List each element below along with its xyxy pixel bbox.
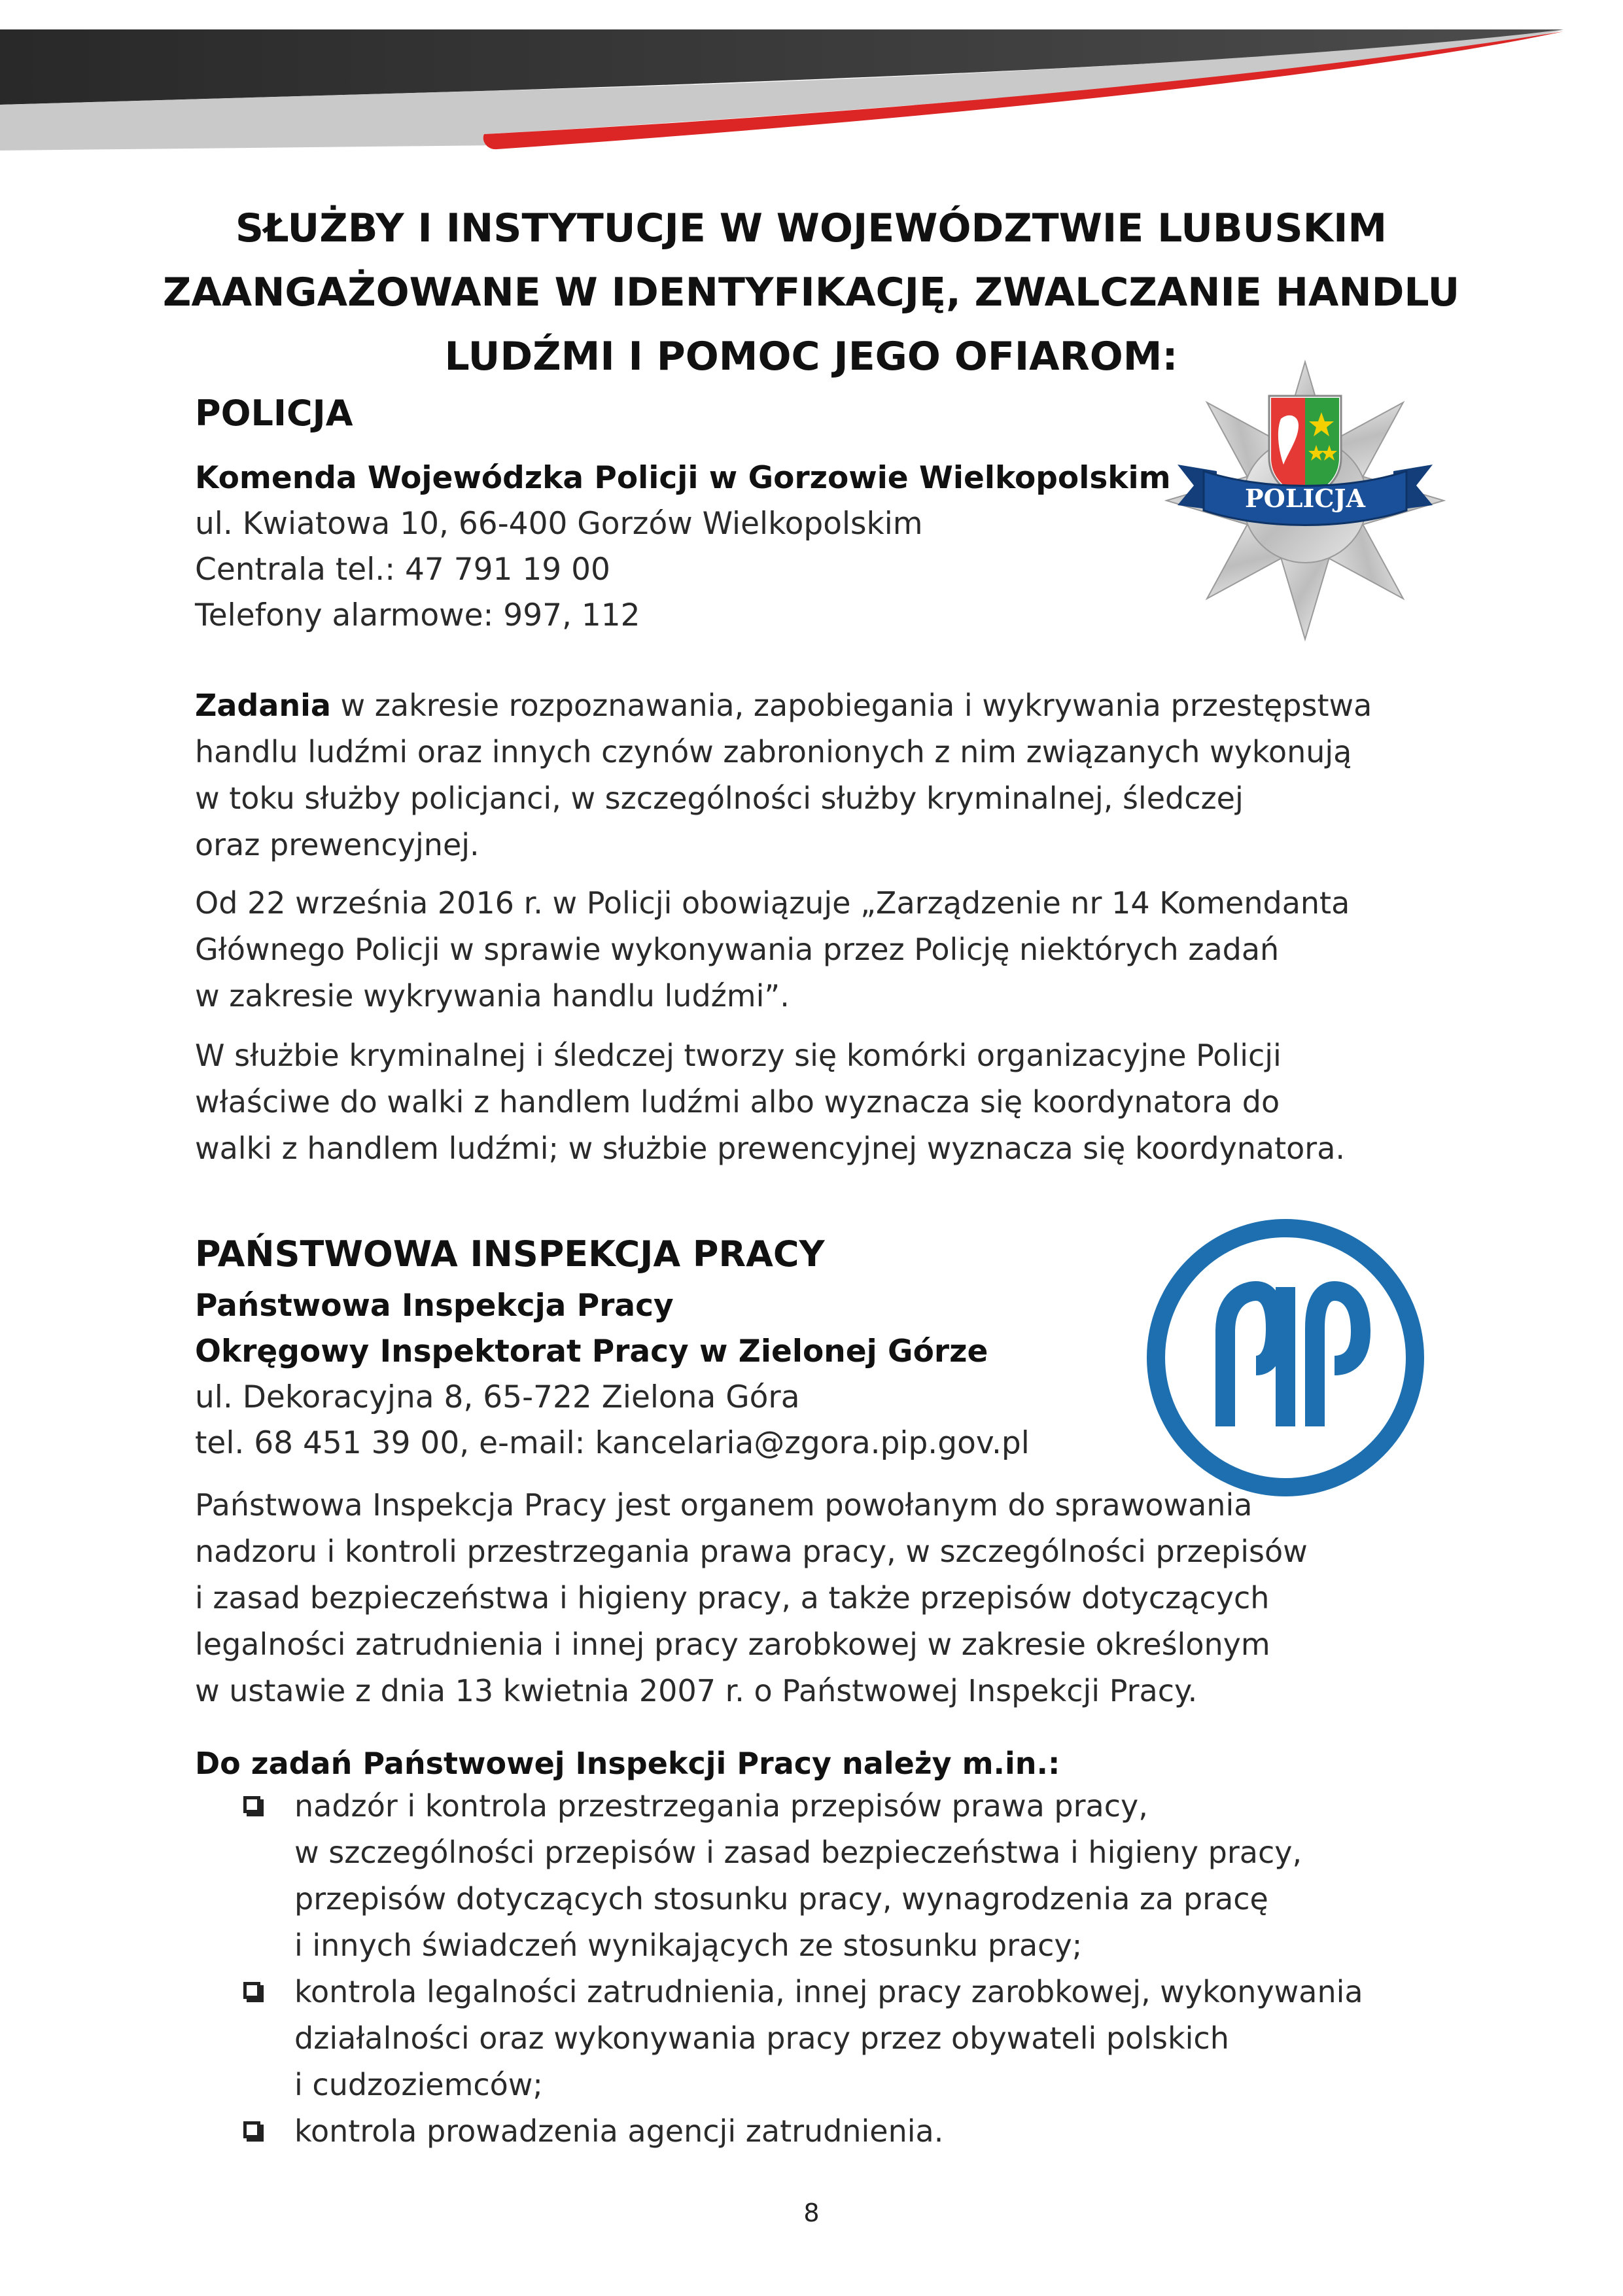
pip-tasks-heading: Do zadań Państwowej Inspekcji Pracy należy m.in.: xyxy=(195,1746,1060,1781)
order-line-1: Od 22 września 2016 r. w Policji obowiązuje „Zarządzenie nr 14 Komendanta xyxy=(195,885,1350,921)
pip-logo xyxy=(1142,1214,1429,1502)
tasks-line-3: w toku służby policjanci, w szczególności służby kryminalnej, śledczej xyxy=(195,781,1244,816)
pip-institution: Państwowa Inspekcja Pracy xyxy=(195,1288,674,1324)
description-line-4: legalności zatrudnienia i innej pracy zarobkowej w zakresie określonym xyxy=(195,1627,1270,1662)
description-line-1: Państwowa Inspekcja Pracy jest organem powołanym do sprawowania xyxy=(195,1487,1253,1523)
tasks-line-1: w zakresie rozpoznawania, zapobiegania i wykrywania przestępstwa xyxy=(330,688,1372,723)
title-line-2: ZAANGAŻOWANE W IDENTYFIKACJĘ, ZWALCZANIE HANDLU xyxy=(162,270,1460,315)
tasks-line-4: oraz prewencyjnej. xyxy=(195,827,480,862)
list-item-line: i cudzoziemców; xyxy=(294,2067,543,2102)
policja-units-paragraph xyxy=(195,1033,1345,1172)
checkbox-bullet-icon xyxy=(243,1796,260,1813)
list-item-line: przepisów dotyczących stosunku pracy, wynagrodzenia za pracę xyxy=(294,1881,1268,1916)
list-item-line: kontrola prowadzenia agencji zatrudnienia. xyxy=(294,2113,944,2149)
pip-contact: tel. 68 451 39 00, e-mail: kancelaria@zgora.pip.gov.pl xyxy=(195,1425,1030,1461)
order-line-3: w zakresie wykrywania handlu ludźmi”. xyxy=(195,978,790,1014)
list-item xyxy=(243,1783,1363,1969)
list-item xyxy=(243,1969,1363,2108)
pip-tasks-list xyxy=(243,1783,1363,2155)
section-heading-policja: POLICJA xyxy=(195,393,353,434)
checkbox-bullet-icon xyxy=(243,1982,260,1999)
checkbox-bullet-icon xyxy=(243,2121,260,2138)
pip-district-office: Okręgowy Inspektorat Pracy w Zielonej Górze xyxy=(195,1333,988,1369)
list-item-line: nadzór i kontrola przestrzegania przepisów prawa pracy, xyxy=(294,1788,1148,1824)
order-line-2: Głównego Policji w sprawie wykonywania przez Policję niektórych zadań xyxy=(195,932,1280,967)
pip-address: ul. Dekoracyjna 8, 65-722 Zielona Góra xyxy=(195,1379,800,1415)
units-line-3: walki z handlem ludźmi; w służbie prewencyjnej wyznacza się koordynatora. xyxy=(195,1131,1346,1166)
policja-tasks-paragraph xyxy=(195,682,1372,868)
list-item-line: w szczególności przepisów i zasad bezpieczeństwa i higieny pracy, xyxy=(294,1835,1302,1870)
list-item-line: kontrola legalności zatrudnienia, innej pracy zarobkowej, wykonywania xyxy=(294,1974,1363,2009)
policja-order-paragraph xyxy=(195,880,1350,1019)
section-heading-pip: PAŃSTWOWA INSPEKCJA PRACY xyxy=(195,1233,825,1275)
header-band xyxy=(0,0,1623,170)
list-item-line: i innych świadczeń wynikających ze stosunku pracy; xyxy=(294,1928,1083,1963)
police-star-logo xyxy=(1164,360,1446,641)
policja-phone: Centrala tel.: 47 791 19 00 xyxy=(195,552,610,588)
police-logo-text: POLICJA xyxy=(1245,484,1365,513)
tasks-line-2: handlu ludźmi oraz innych czynów zabronionych z nim związanych wykonują xyxy=(195,734,1352,769)
list-item xyxy=(243,2108,1363,2155)
policja-address: ul. Kwiatowa 10, 66-400 Gorzów Wielkopolskim xyxy=(195,506,923,542)
units-line-1: W służbie kryminalnej i śledczej tworzy się komórki organizacyjne Policji xyxy=(195,1038,1282,1073)
title-line-1: SŁUŻBY I INSTYTUCJE W WOJEWÓDZTWIE LUBUSKIM xyxy=(235,205,1387,251)
description-line-2: nadzoru i kontroli przestrzegania prawa pracy, w szczególności przepisów xyxy=(195,1534,1308,1569)
title-line-3: LUDŹMI I POMOC JEGO OFIAROM: xyxy=(444,334,1178,380)
description-line-5: w ustawie z dnia 13 kwietnia 2007 r. o Państwowej Inspekcji Pracy. xyxy=(195,1673,1198,1708)
pip-description-paragraph xyxy=(195,1482,1308,1714)
policja-emergency: Telefony alarmowe: 997, 112 xyxy=(195,597,640,633)
description-line-3: i zasad bezpieczeństwa i higieny pracy, a także przepisów dotyczących xyxy=(195,1580,1270,1616)
tasks-lead-word: Zadania xyxy=(195,688,331,723)
page-number: 8 xyxy=(803,2199,820,2227)
policja-institution: Komenda Wojewódzka Policji w Gorzowie Wielkopolskim xyxy=(195,460,1171,496)
units-line-2: właściwe do walki z handlem ludźmi albo wyznacza się koordynatora do xyxy=(195,1084,1280,1120)
list-item-line: działalności oraz wykonywania pracy przez obywateli polskich xyxy=(294,2021,1229,2056)
